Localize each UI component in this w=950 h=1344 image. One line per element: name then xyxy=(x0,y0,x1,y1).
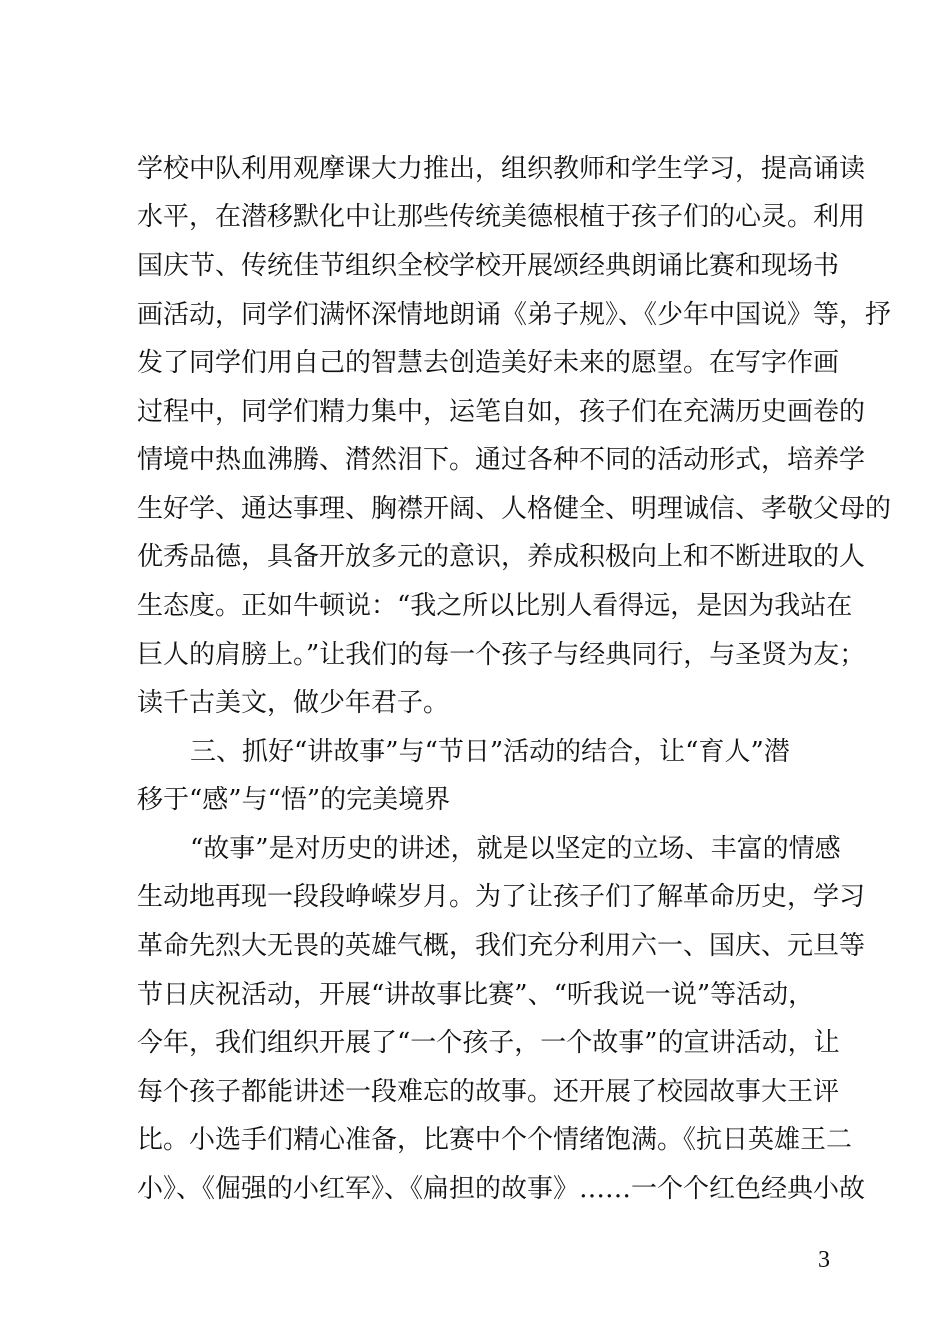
page-number: 3 xyxy=(818,1247,830,1273)
paragraph-line: 学校中队利用观摩课大力推出，组织教师和学生学习，提高诵读 xyxy=(137,154,866,184)
paragraph-line: “故事”是对历史的讲述，就是以坚定的立场、丰富的情感 xyxy=(190,834,841,864)
paragraph-line: 生态度。正如牛顿说：“我之所以比别人看得远，是因为我站在 xyxy=(137,591,853,621)
paragraph-line: 读千古美文，做少年君子。 xyxy=(137,688,450,718)
paragraph-line: 生动地再现一段段峥嵘岁月。为了让孩子们了解革命历史，学习 xyxy=(137,882,866,912)
paragraph-line: 今年，我们组织开展了“一个孩子，一个故事”的宣讲活动，让 xyxy=(137,1028,840,1058)
paragraph-line: 生好学、通达事理、胸襟开阔、人格健全、明理诚信、孝敬父母的 xyxy=(137,494,892,524)
paragraph-line: 画活动，同学们满怀深情地朗诵《弟子规》、《少年中国说》等，抒 xyxy=(137,300,892,330)
section-heading-line: 三、抓好“讲故事”与“节日”活动的结合，让“育人”潜 xyxy=(190,737,790,767)
paragraph-line: 国庆节、传统佳节组织全校学校开展颂经典朗诵比赛和现场书 xyxy=(137,251,840,281)
paragraph-line: 比。小选手们精心准备，比赛中个个情绪饱满。《抗日英雄王二 xyxy=(137,1125,853,1155)
paragraph-line: 水平，在潜移默化中让那些传统美德根植于孩子们的心灵。利用 xyxy=(137,202,866,232)
paragraph-line: 每个孩子都能讲述一段难忘的故事。还开展了校园故事大王评 xyxy=(137,1077,840,1107)
section-heading-line: 移于“感”与“悟”的完美境界 xyxy=(137,785,451,815)
paragraph-line: 优秀品德，具备开放多元的意识，养成积极向上和不断进取的人 xyxy=(137,542,866,572)
paragraph-line: 节日庆祝活动，开展“讲故事比赛”、“听我说一说”等活动， xyxy=(137,980,815,1010)
paragraph-line: 情境中热血沸腾、潸然泪下。通过各种不同的活动形式，培养学 xyxy=(137,445,866,475)
paragraph-line: 发了同学们用自己的智慧去创造美好未来的愿望。在写字作画 xyxy=(137,348,840,378)
paragraph-line: 小》、《倔强的小红军》、《扁担的故事》……一个个红色经典小故 xyxy=(137,1174,866,1204)
paragraph-line: 革命先烈大无畏的英雄气概，我们充分利用六一、国庆、元旦等 xyxy=(137,931,866,961)
paragraph-line: 巨人的肩膀上。”让我们的每一个孩子与经典同行，与圣贤为友； xyxy=(137,640,866,670)
paragraph-line: 过程中，同学们精力集中，运笔自如，孩子们在充满历史画卷的 xyxy=(137,397,866,427)
